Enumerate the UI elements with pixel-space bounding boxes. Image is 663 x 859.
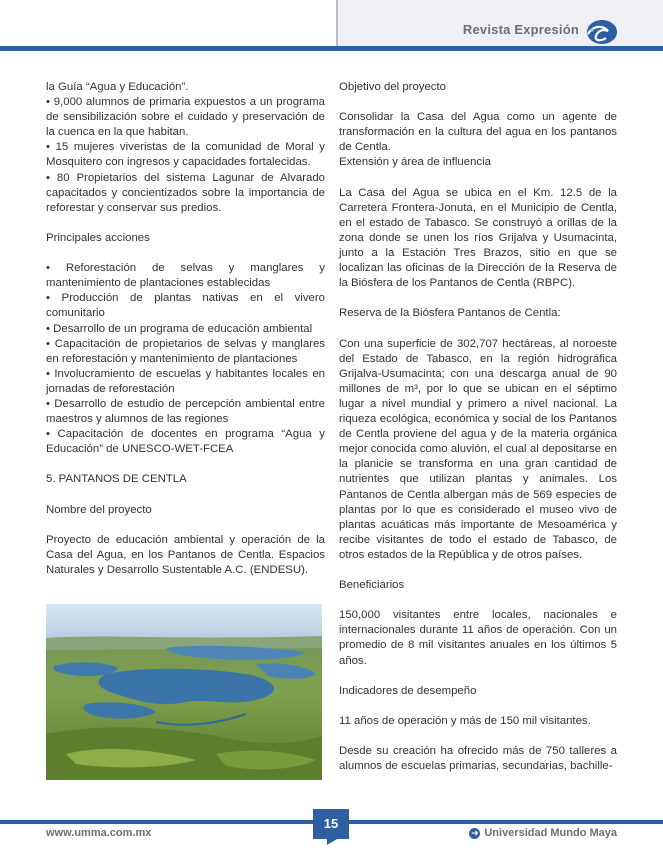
section-heading: Beneficiarios (339, 579, 405, 592)
website-link[interactable]: www.umma.com.mx (46, 827, 152, 839)
wetland-aerial-photo (46, 604, 322, 780)
page-badge-tail (327, 839, 337, 845)
wave-logo-icon (578, 18, 618, 46)
section-heading: Extensión y área de influencia (339, 156, 491, 169)
section-heading: Nombre del proyecto (46, 503, 152, 516)
header-bar (0, 46, 663, 51)
list-item: • Involucramiento de escuelas y habitantes locales en jornadas de reforestación (46, 367, 325, 395)
paragraph: • 9,000 alumnos de primaria expuestos a un programa de sensibilización sobre el cuidado y preservación de la cuenca en la que habitan. (46, 96, 325, 139)
right-text-column (339, 80, 617, 774)
paragraph: Proyecto de educación ambiental y operación de la Casa del Agua, en los Pantanos de Centla. Espacios Naturales y Desarrollo Sustentable A.C. (ENDESU). (46, 533, 325, 576)
header-divider (336, 0, 338, 46)
footer-university (469, 827, 617, 839)
paragraph: 150,000 visitantes entre locales, nacionales e internacionales durante 11 años de operación. Con un promedio de 8 mil visitantes anuales en los últimos 5 años. (339, 609, 617, 667)
list-item: • Desarrollo de estudio de percepción ambiental entre maestros y alumnos de las regiones (46, 397, 325, 426)
paragraph: • 15 mujeres viveristas de la comunidad de Moral y Mosquitero con ingresos y capacidades fortalecidas. (46, 141, 325, 169)
section-heading: Indicadores de desempeño (339, 684, 477, 697)
section-heading: Principales acciones (46, 231, 150, 244)
list-item: • Capacitación de propietarios de selvas y manglares en reforestación y mantenimiento de plantaciones (46, 337, 325, 365)
paragraph: la Guía “Agua y Educación”. (46, 81, 189, 93)
list-item: • Reforestación de selvas y manglares y mantenimiento de plantaciones establecidas (46, 262, 325, 290)
university-name: Universidad Mundo Maya (484, 827, 617, 839)
section-heading: Objetivo del proyecto (339, 81, 447, 93)
left-text-column (46, 80, 325, 578)
paragraph: Con una superficie de 302,707 hectáreas, al noroeste del Estado de Tabasco, en la región hidrográfica Grijalva-Usumacinta; con una descarga anual de 90 millones de m³, por lo que se ubican en el séptimo lugar a nivel mundial y primero a nivel nacional. La riqueza ecológica, económica y social de los Pantanos de Centla proviene del agua y de la materia orgánica mejor conocida como aluvión, el cual al depositarse en la planicie se transforma en una gran cantidad de nutrientes que utilizan plantas y animales. Los Pantanos de Centla albergan más de 569 especies de plantas por lo que es considerado el museo vivo de plantas acuáticas más importante de Mesoamérica y recibe visitantes de todo el estado de Tabasco, de otros estados de la República y de otros países. (339, 337, 617, 561)
paragraph: Consolidar la Casa del Agua como un agente de transformación en la cultura del agua en los pantanos de Centla. (339, 111, 617, 154)
list-item: • Desarrollo de un programa de educación ambiental (46, 322, 313, 335)
arrow-right-icon: ➜ (471, 827, 479, 838)
list-item: • Capacitación de docentes en programa “Agua y Educación” de UNESCO-WET-FCEA (46, 428, 325, 456)
page-number: 15 (313, 809, 349, 839)
paragraph: 11 años de operación y más de 150 mil visitantes. (339, 714, 591, 727)
section-heading: Reserva de la Biósfera Pantanos de Centla: (339, 307, 561, 320)
section-heading: 5. PANTANOS DE CENTLA (46, 473, 187, 486)
paragraph: • 80 Propietarios del sistema Lagunar de Alvarado capacitados y concientizados sobre la importancia de reforestar y conservar sus predios. (46, 171, 325, 214)
magazine-title: Revista Expresión (462, 22, 579, 37)
paragraph: La Casa del Agua se ubica en el Km. 12.5 de la Carretera Frontera-Jonuta, en el Municipio de Centla, en el estado de Tabasco. Se construyó a orillas de la zona donde se unen los ríos Grijalva y Usumacinta, junto a la Estación Tres Brazos, sitio en que se localizan las oficinas de la Dirección de la Reserva de la Biósfera de los Pantanos de Centla (RBPC). (339, 186, 617, 290)
paragraph: Desde su creación ha ofrecido más de 750 talleres a alumnos de escuelas primarias, secundarias, bachille- (339, 745, 617, 773)
list-item: • Producción de plantas nativas en el vivero comunitario (46, 292, 325, 320)
